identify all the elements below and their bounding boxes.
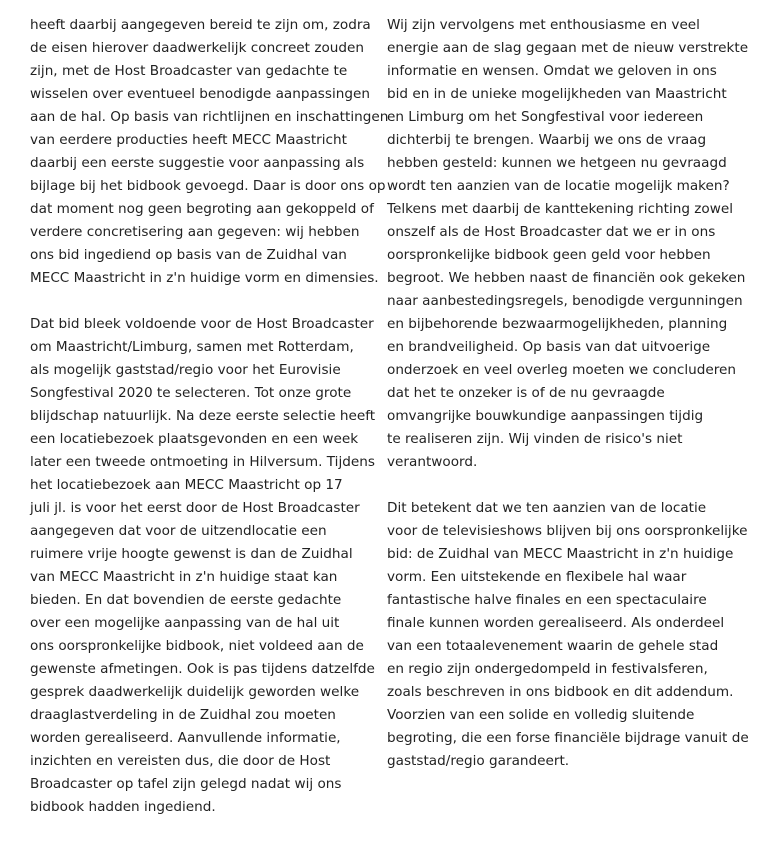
text-line: aan de hal. Op basis van richtlijnen en inschattingen	[30, 109, 389, 125]
text-line: dat moment nog geen begroting aan gekoppeld of	[30, 201, 374, 217]
text-line: een locatiebezoek plaatsgevonden en een week	[30, 431, 359, 447]
text-line: en regio zijn ondergedompeld in festivalsferen,	[387, 661, 708, 677]
text-line: bid en in de unieke mogelijkheden van Maastricht	[387, 86, 727, 102]
text-line: Voorzien van een solide en volledig sluitende	[387, 707, 695, 723]
text-line: ruimere vrije hoogte gewenst is dan de Zuidhal	[30, 546, 353, 562]
text-line: bidbook hadden ingediend.	[30, 799, 216, 815]
text-line: en Limburg om het Songfestival voor iedereen	[387, 109, 704, 125]
text-line: zijn, met de Host Broadcaster van gedachte te	[30, 63, 348, 79]
text-line: te realiseren zijn. Wij vinden de risico's niet	[387, 431, 683, 447]
text-line: verdere concretisering aan gegeven: wij hebben	[30, 224, 360, 240]
text-line: gaststad/regio garandeert.	[387, 753, 570, 769]
text-line: van een totaalevenement waarin de gehele stad	[387, 638, 719, 654]
text-line: onszelf als de Host Broadcaster dat we er in ons	[387, 224, 716, 240]
text-line: Songfestival 2020 te selecteren. Tot onze grote	[30, 385, 352, 401]
text-line: informatie en wensen. Omdat we geloven in ons	[387, 63, 717, 79]
text-line: juli jl. is voor het eerst door de Host Broadcaster	[30, 500, 360, 516]
text-line: van eerdere producties heeft MECC Maastricht	[30, 132, 347, 148]
text-line: gesprek daadwerkelijk duidelijk geworden welke	[30, 684, 360, 700]
text-line: daarbij een eerste suggestie voor aanpassing als	[30, 155, 365, 171]
text-line: draaglastverdeling in de Zuidhal zou moeten	[30, 707, 336, 723]
text-line: wordt ten aanzien van de locatie mogelijk maken?	[387, 178, 730, 194]
text-line: wisselen over eventueel benodigde aanpassingen	[30, 86, 370, 102]
text-line: naar aanbestedingsregels, benodigde vergunningen	[387, 293, 743, 309]
text-line: heeft daarbij aangegeven bereid te zijn om, zodra	[30, 17, 371, 33]
text-line: dichterbij te brengen. Waarbij we ons de vraag	[387, 132, 707, 148]
text-line: begroot. We hebben naast de financiën ook gekeken	[387, 270, 746, 286]
text-line: Broadcaster op tafel zijn gelegd nadat wij ons	[30, 776, 342, 792]
paragraph	[30, 313, 380, 819]
text-line: ons oorspronkelijke bidbook, niet voldeed aan de	[30, 638, 364, 654]
text-line: Telkens met daarbij de kanttekening richting zowel	[387, 201, 734, 217]
text-line: zoals beschreven in ons bidbook en dit addendum.	[387, 684, 734, 700]
right-column	[387, 14, 749, 796]
text-line: ons bid ingediend op basis van de Zuidhal van	[30, 247, 347, 263]
text-line: worden gerealiseerd. Aanvullende informatie,	[30, 730, 341, 746]
text-line: van MECC Maastricht in z'n huidige staat kan	[30, 569, 338, 585]
text-line: omvangrijke bouwkundige aanpassingen tijdig	[387, 408, 704, 424]
paragraph	[387, 14, 749, 474]
text-line: bieden. En dat bovendien de eerste gedachte	[30, 592, 342, 608]
text-line: finale kunnen worden gerealiseerd. Als onderdeel	[387, 615, 725, 631]
text-line: later een tweede ontmoeting in Hilversum. Tijdens	[30, 454, 375, 470]
text-line: onderzoek en veel overleg moeten we concluderen	[387, 362, 736, 378]
paragraph	[387, 497, 749, 773]
text-line: hebben gesteld: kunnen we hetgeen nu gevraagd	[387, 155, 727, 171]
text-line: als mogelijk gaststad/regio voor het Eurovisie	[30, 362, 341, 378]
text-line: bijlage bij het bidbook gevoegd. Daar is door ons op	[30, 178, 386, 194]
text-line: en bijbehorende bezwaarmogelijkheden, planning	[387, 316, 728, 332]
paragraph	[30, 14, 389, 290]
text-line: het locatiebezoek aan MECC Maastricht op 17	[30, 477, 343, 493]
text-line: blijdschap natuurlijk. Na deze eerste selectie heeft	[30, 408, 376, 424]
text-line: Wij zijn vervolgens met enthousiasme en veel	[387, 17, 700, 33]
text-line: aangegeven dat voor de uitzendlocatie een	[30, 523, 327, 539]
text-line: inzichten en vereisten dus, die door de Host	[30, 753, 331, 769]
text-line: MECC Maastricht in z'n huidige vorm en dimensies.	[30, 270, 379, 286]
text-line: energie aan de slag gegaan met de nieuw verstrekte	[387, 40, 749, 56]
text-line: over een mogelijke aanpassing van de hal uit	[30, 615, 340, 631]
text-line: de eisen hierover daadwerkelijk concreet zouden	[30, 40, 365, 56]
text-line: gewenste afmetingen. Ook is pas tijdens datzelfde	[30, 661, 375, 677]
text-line: en brandveiligheid. Op basis van dat uitvoerige	[387, 339, 711, 355]
text-line: verantwoord.	[387, 454, 478, 470]
text-line: begroting, die een forse financiële bijdrage vanuit de	[387, 730, 749, 746]
text-line: Dat bid bleek voldoende voor de Host Broadcaster	[30, 316, 374, 332]
text-line: bid: de Zuidhal van MECC Maastricht in z'n huidige	[387, 546, 734, 562]
text-line: om Maastricht/Limburg, samen met Rotterdam,	[30, 339, 354, 355]
text-line: vorm. Een uitstekende en flexibele hal waar	[387, 569, 687, 585]
left-column	[30, 14, 389, 842]
text-line: oorspronkelijke bidbook geen geld voor hebben	[387, 247, 711, 263]
text-line: dat het te onzeker is of de nu gevraagde	[387, 385, 665, 401]
text-line: fantastische halve finales en een spectaculaire	[387, 592, 707, 608]
text-line: Dit betekent dat we ten aanzien van de locatie	[387, 500, 707, 516]
text-line: voor de televisieshows blijven bij ons oorspronkelijke	[387, 523, 748, 539]
